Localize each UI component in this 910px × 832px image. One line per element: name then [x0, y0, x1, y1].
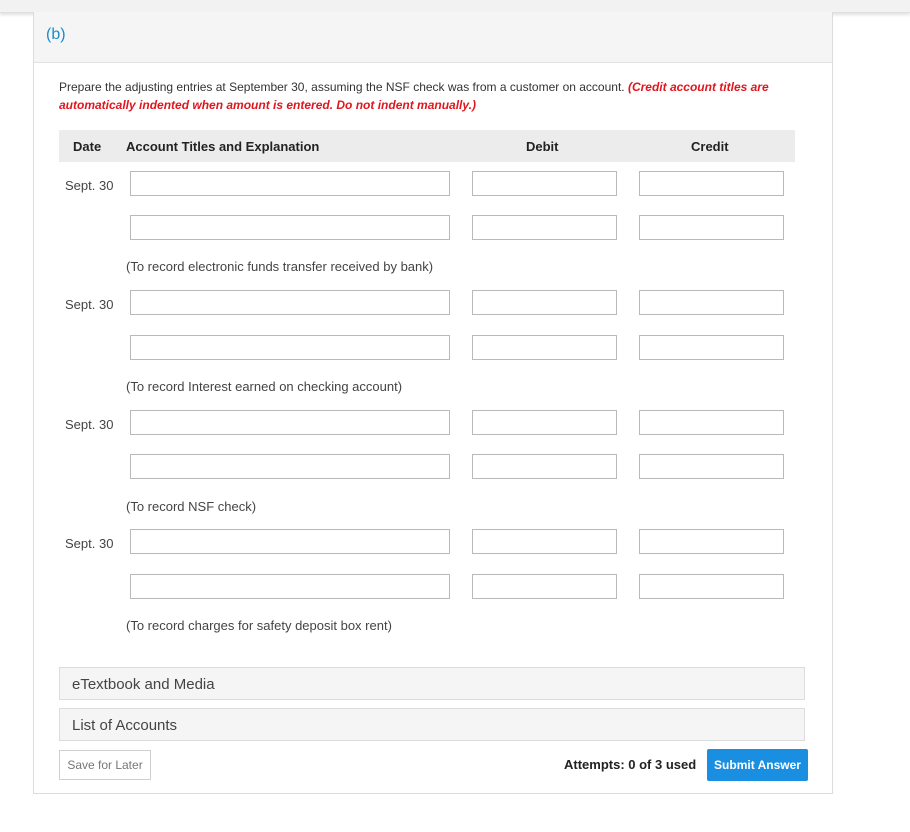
- credit-input[interactable]: [639, 574, 784, 599]
- credit-input[interactable]: [639, 215, 784, 240]
- account-title-input[interactable]: [130, 335, 450, 360]
- credit-input[interactable]: [639, 171, 784, 196]
- debit-input[interactable]: [472, 171, 617, 196]
- account-title-input[interactable]: [130, 574, 450, 599]
- instructions-note: (Credit account titles are automatically indented when amount is entered. Do not indent manually.): [59, 80, 769, 112]
- credit-input[interactable]: [639, 290, 784, 315]
- credit-input[interactable]: [639, 410, 784, 435]
- part-header: [34, 12, 832, 63]
- entry-explanation: (To record electronic funds transfer received by bank): [126, 259, 434, 274]
- debit-input[interactable]: [472, 529, 617, 554]
- instructions-text: Prepare the adjusting entries at September 30, assuming the NSF check was from a customer on account.: [59, 80, 628, 94]
- account-title-input[interactable]: [130, 454, 450, 479]
- debit-input[interactable]: [472, 335, 617, 360]
- credit-input[interactable]: [639, 529, 784, 554]
- instructions: [59, 78, 819, 114]
- save-for-later-button[interactable]: Save for Later: [59, 750, 151, 780]
- account-title-input[interactable]: [130, 171, 450, 196]
- credit-input[interactable]: [639, 335, 784, 360]
- part-label: (b): [46, 26, 66, 43]
- entry-date: Sept. 30: [65, 297, 114, 312]
- debit-input[interactable]: [472, 454, 617, 479]
- submit-answer-button[interactable]: Submit Answer: [707, 749, 808, 781]
- account-title-input[interactable]: [130, 410, 450, 435]
- entry-date: Sept. 30: [65, 417, 114, 432]
- debit-input[interactable]: [472, 574, 617, 599]
- table-header: [59, 130, 795, 162]
- etextbook-media-accordion[interactable]: [59, 667, 805, 700]
- header-account: Account Titles and Explanation: [126, 139, 320, 154]
- header-debit: Debit: [526, 139, 559, 154]
- account-title-input[interactable]: [130, 290, 450, 315]
- header-date: Date: [73, 139, 102, 154]
- entry-date: Sept. 30: [65, 178, 114, 193]
- account-title-input[interactable]: [130, 529, 450, 554]
- accordion-label: List of Accounts: [72, 717, 178, 734]
- entry-explanation: (To record NSF check): [126, 499, 257, 514]
- debit-input[interactable]: [472, 410, 617, 435]
- debit-input[interactable]: [472, 215, 617, 240]
- list-of-accounts-accordion[interactable]: [59, 708, 805, 741]
- header-credit: Credit: [691, 139, 729, 154]
- credit-input[interactable]: [639, 454, 784, 479]
- entry-explanation: (To record Interest earned on checking account): [126, 379, 403, 394]
- debit-input[interactable]: [472, 290, 617, 315]
- accordion-label: eTextbook and Media: [72, 676, 215, 693]
- account-title-input[interactable]: [130, 215, 450, 240]
- attempts-counter: Attempts: 0 of 3 used: [564, 757, 697, 772]
- question-card: [33, 12, 833, 794]
- entry-date: Sept. 30: [65, 536, 114, 551]
- entry-explanation: (To record charges for safety deposit box rent): [126, 618, 392, 633]
